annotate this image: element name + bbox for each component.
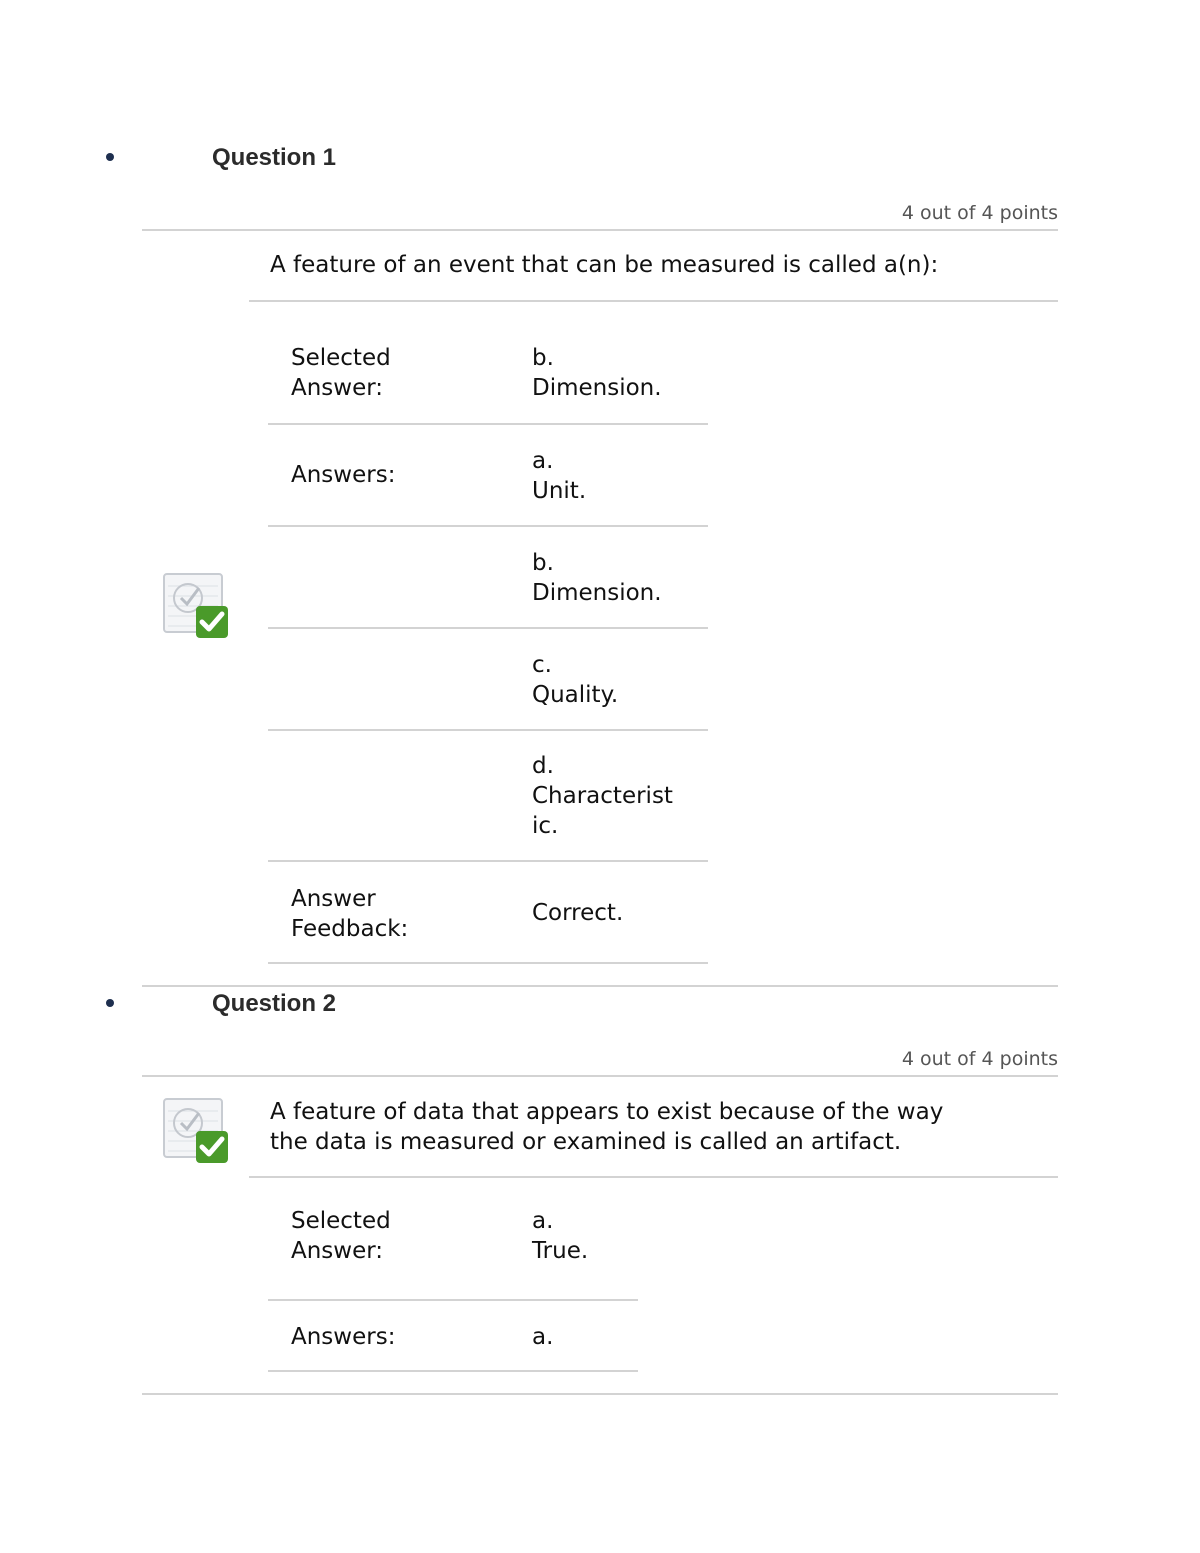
correct-check-icon [160,570,230,640]
question-1-text: A feature of an event that can be measured is called a(n): [270,252,939,278]
divider [142,229,1058,231]
divider [268,860,708,862]
divider [249,1176,1058,1178]
answer-option-b: b. Dimension. [532,550,662,606]
divider [268,525,708,527]
selected-answer-label: Selected Answer: [291,345,391,401]
question-2-text: A feature of data that appears to exist because of the way the data is measured or examined is called an artifact. [270,1099,944,1155]
question-2-points: 4 out of 4 points [901,1048,1058,1070]
answers-label: Answers: [291,462,396,488]
selected-answer-value: b. Dimension. [532,345,662,401]
answer-option-c: c. Quality. [532,652,619,708]
divider [268,627,708,629]
divider [268,729,708,731]
selected-answer-value: a. True. [532,1208,589,1264]
selected-answer-label: Selected Answer: [291,1208,391,1264]
question-2-title: Question 2 [212,990,337,1017]
answer-option-d: d. Characterist ic. [532,753,673,839]
divider [268,962,708,964]
divider [268,1299,638,1301]
question-1-bullet [106,153,114,161]
divider [142,985,1058,987]
correct-check-icon [160,1095,230,1165]
answer-option-a: a. Unit. [532,448,587,504]
answer-feedback-value: Correct. [532,900,624,926]
question-1-points: 4 out of 4 points [901,202,1058,224]
answers-label: Answers: [291,1324,396,1350]
answer-option-a: a. [532,1324,554,1350]
answer-feedback-label: Answer Feedback: [291,886,409,942]
question-2-bullet [106,999,114,1007]
divider [249,300,1058,302]
divider [268,423,708,425]
divider [142,1075,1058,1077]
divider [142,1393,1058,1395]
divider [268,1370,638,1372]
question-1-title: Question 1 [212,144,337,171]
